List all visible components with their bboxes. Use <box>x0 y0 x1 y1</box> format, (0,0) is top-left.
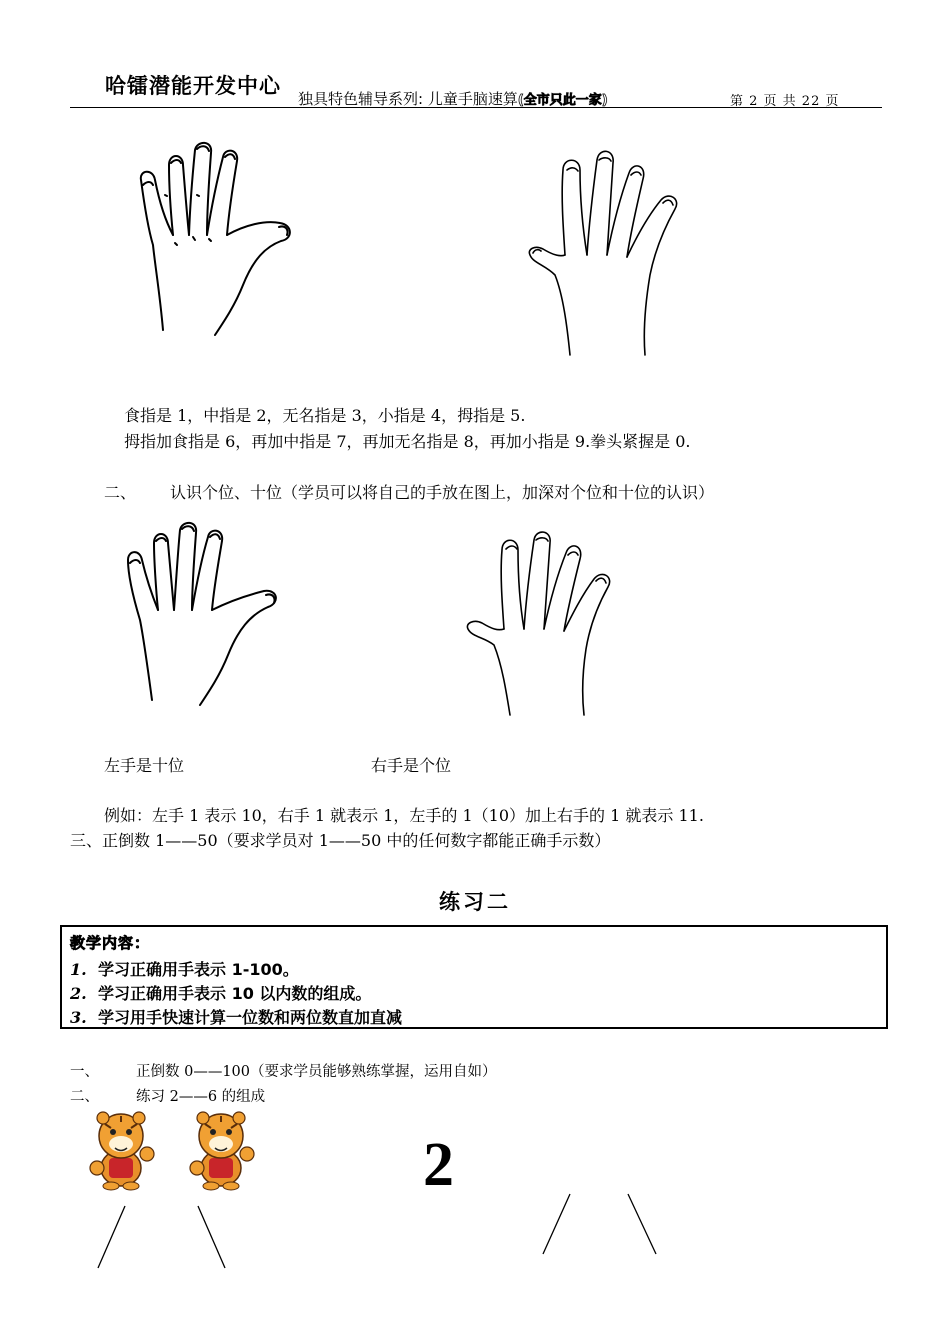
right-hand-illustration <box>525 145 695 360</box>
teaching-item-text: 学习用手快速计算一位数和两位数直加直减 <box>98 1008 403 1027</box>
exercise-title: 练习二 <box>439 890 511 914</box>
teaching-item-number: 3. <box>70 1008 87 1027</box>
teaching-item <box>70 981 371 1004</box>
header-series-title: 独具特色辅导系列: 儿童手脑速算 <box>298 90 518 108</box>
section2-heading: 认识个位、十位（学员可以将自己的手放在图上，加深对个位和十位的认识） <box>170 483 715 502</box>
header-rule <box>70 107 882 108</box>
example-text: 例如：左手 1 表示 10，右手 1 就表示 1，左手的 1（10）加上右手的 1 就表示 11. <box>104 806 704 825</box>
left-hand-tens-illustration <box>122 515 287 715</box>
exercise-line2-marker: 二、 <box>70 1089 99 1105</box>
teaching-content-heading: 教学内容： <box>70 934 151 952</box>
header-page-info: 第 2 页 共 22 页 <box>730 94 840 109</box>
tiger-cartoon-icon <box>85 1110 157 1190</box>
exercise-line1-marker: 一、 <box>70 1064 99 1080</box>
right-hand-units-illustration <box>462 525 622 720</box>
header-series-pill: (全市只此一家) <box>517 93 608 108</box>
finger-values-line1: 食指是 1，中指是 2，无名指是 3，小指是 4，拇指是 5. <box>124 406 526 425</box>
tiger-cartoon-icon <box>185 1110 257 1190</box>
teaching-item-number: 1. <box>70 960 87 979</box>
header-org-name: 哈镭潜能开发中心 <box>105 74 281 98</box>
right-hand-label: 右手是个位 <box>371 756 452 775</box>
composition-number: 2 <box>423 1131 454 1199</box>
section3-text: 三、正倒数 1——50（要求学员对 1——50 中的任何数字都能正确手示数） <box>70 831 611 850</box>
exercise-line2-text: 练习 2——6 的组成 <box>136 1089 266 1105</box>
teaching-item <box>70 957 299 980</box>
branch-lines-left <box>90 1200 235 1275</box>
finger-values-line2: 拇指加食指是 6，再加中指是 7，再加无名指是 8，再加小指是 9.拳头紧握是 0. <box>124 432 691 451</box>
teaching-item-text: 学习正确用手表示 10 以内数的组成。 <box>98 984 372 1003</box>
left-hand-illustration <box>135 135 305 345</box>
teaching-item-text: 学习正确用手表示 1-100。 <box>98 960 299 979</box>
teaching-item-number: 2. <box>70 984 87 1003</box>
branch-lines-right <box>535 1188 665 1263</box>
exercise-line1-text: 正倒数 0——100（要求学员能够熟练掌握，运用自如） <box>136 1064 497 1080</box>
teaching-item <box>70 1005 402 1028</box>
left-hand-label: 左手是十位 <box>104 756 185 775</box>
teaching-content-box <box>60 925 888 1029</box>
header-series <box>298 88 608 109</box>
section2-marker: 二、 <box>104 483 137 502</box>
